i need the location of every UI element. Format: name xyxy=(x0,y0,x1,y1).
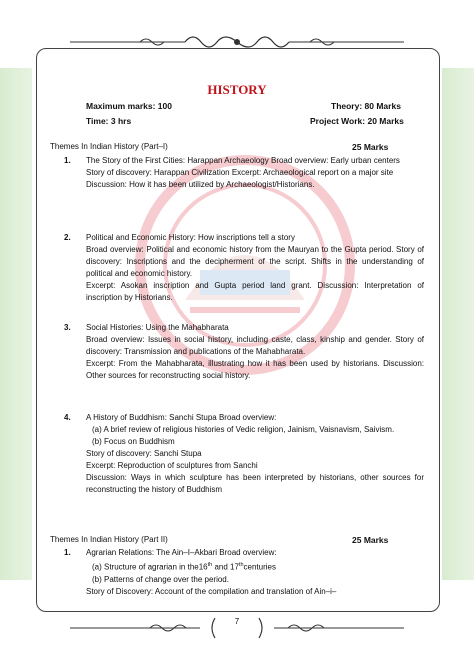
item-line: Broad overview: Political and economic history from the Mauryan to the Gupta period. Story of discovery: Inscriptions and the decipherment of the script. Shifts in the understanding of political and economic history. xyxy=(86,245,424,278)
item-title: A History of Buddhism: Sanchi Stupa Broad overview: xyxy=(86,413,277,422)
project-marks: Project Work: 20 Marks xyxy=(310,116,404,126)
theory-marks: Theory: 80 Marks xyxy=(331,101,401,111)
item-number: 1. xyxy=(64,156,71,165)
item-title: The Story of the First Cities: Harappan Archaeology Broad overview: Early urban centers xyxy=(86,156,400,165)
sub-item-a: (a) A brief review of religious histories of Vedic religion, Jainism, Vaisnavism, Saivism. xyxy=(92,425,395,434)
part2-item-1 xyxy=(64,547,424,598)
sub-item-a: (a) Structure of agrarian in the16th and 17thcenturies xyxy=(92,562,276,572)
part1-item-4 xyxy=(64,412,424,496)
part1-heading: Themes In Indian History (Part–I) xyxy=(50,142,168,151)
item-line: Story of Discovery: Account of the compilation and translation of Ain–i– xyxy=(86,586,337,596)
item-line: Excerpt: From the Mahabharata, illustrating how it has been used by historians. Discussion: Other sources for reconstructing social history. xyxy=(86,359,424,380)
item-title: Social Histories: Using the Mahabharata xyxy=(86,323,229,332)
item-line: Discussion: Ways in which sculpture has been interpreted by historians, other sources for reconstructing the history of Buddhism xyxy=(86,473,424,494)
sub-item-b: (b) Focus on Buddhism xyxy=(92,437,175,446)
part1-marks: 25 Marks xyxy=(352,142,389,152)
item-number: 1. xyxy=(64,548,71,557)
part1-item-2 xyxy=(64,232,424,304)
time-allowed: Time: 3 hrs xyxy=(86,116,132,126)
max-marks: Maximum marks: 100 xyxy=(86,101,172,111)
item-line: Story of discovery: Harappan Civilization Excerpt: Archaeological report on a major site xyxy=(86,168,394,177)
item-number: 4. xyxy=(64,413,71,422)
part2-marks: 25 Marks xyxy=(352,535,389,545)
item-line: Discussion: How it has been utilized by Archaeologist/Historians. xyxy=(86,180,315,189)
part2-heading: Themes In Indian History (Part II) xyxy=(50,535,168,544)
item-line: Excerpt: Asokan inscription and Gupta period land grant. Discussion: Interpretation of inscription by Historians. xyxy=(86,281,424,302)
item-number: 3. xyxy=(64,323,71,332)
sub-item-b: (b) Patterns of change over the period. xyxy=(92,574,229,584)
left-decorative-band xyxy=(0,68,32,580)
item-title: Agrarian Relations: The Ain–I–Akbari Broad overview: xyxy=(86,548,277,557)
part1-item-3 xyxy=(64,322,424,382)
page-title: HISTORY xyxy=(207,82,267,97)
top-ornament xyxy=(0,30,474,54)
item-number: 2. xyxy=(64,233,71,242)
item-title: Political and Economic History: How inscriptions tell a story xyxy=(86,233,295,242)
right-decorative-band xyxy=(442,68,474,580)
part1-item-1 xyxy=(64,155,424,191)
item-line: Excerpt: Reproduction of sculptures from Sanchi xyxy=(86,461,258,470)
item-line: Broad overview: Issues in social history, including caste, class, kinship and gender. Story of discovery: Transmission and publications of the Mahabharata. xyxy=(86,335,424,356)
page-number: 7 xyxy=(234,617,240,626)
item-line: Story of discovery: Sanchi Stupa xyxy=(86,449,202,458)
